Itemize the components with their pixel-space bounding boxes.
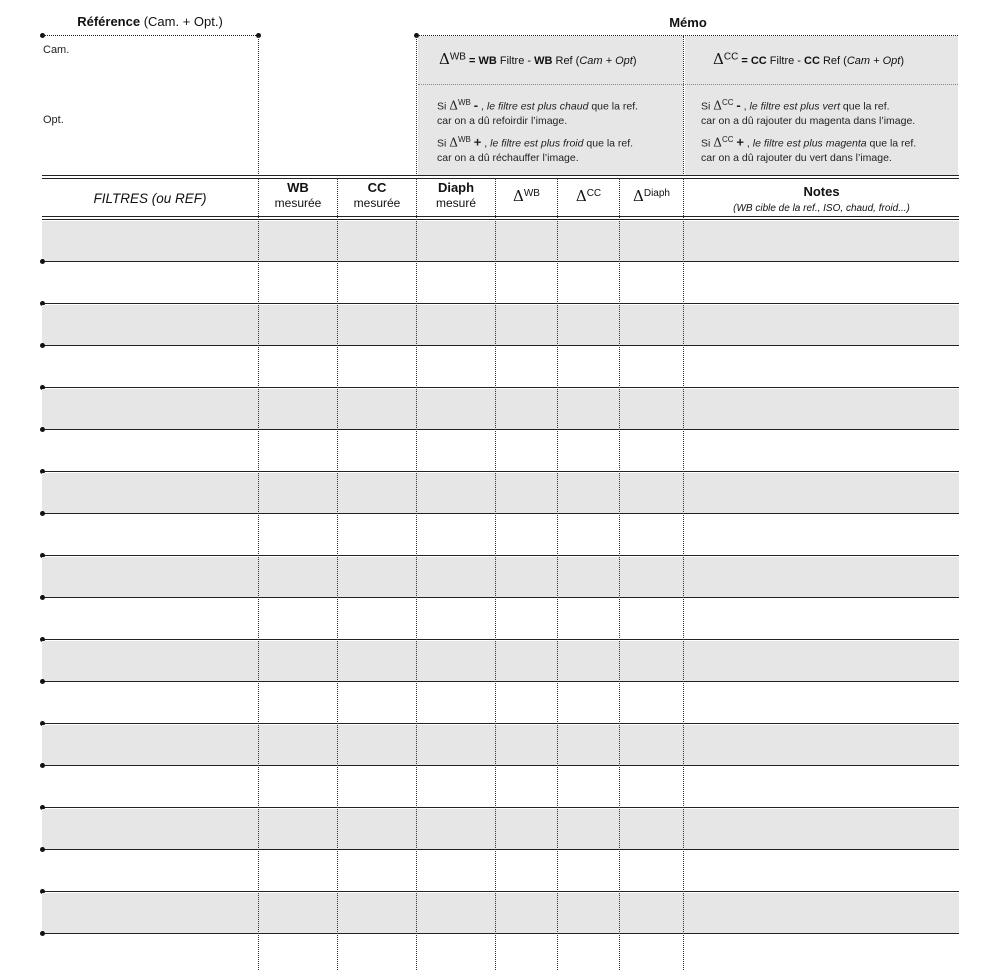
memo-cc-minus-italic: le filtre est plus vert xyxy=(749,100,840,113)
wb-formula-a: WB xyxy=(478,55,497,67)
table-row xyxy=(42,599,959,640)
memo-cc-minus-si: Si xyxy=(701,100,714,113)
memo-cc-plus xyxy=(701,133,916,165)
cc-formula-b: CC xyxy=(804,55,820,67)
memo-wb-plus-si: Si xyxy=(437,137,450,150)
row-rule xyxy=(42,849,959,850)
delta-symbol: Δ xyxy=(713,98,722,113)
delta-symbol: Δ xyxy=(449,135,458,150)
table-row xyxy=(42,767,959,808)
table-row xyxy=(42,557,959,598)
header-cc-sub: mesurée xyxy=(353,196,401,210)
delta-cc-formula-symbol: Δ xyxy=(713,50,724,68)
header-delta-diaph-sup: Diaph xyxy=(643,188,670,199)
memo-wb-minus-si: Si xyxy=(437,100,450,113)
header-diaph xyxy=(417,180,495,216)
header-bottom-rule-2 xyxy=(42,219,959,220)
row-rule xyxy=(42,471,959,472)
header-top-rule-2 xyxy=(42,178,959,179)
memo-cc-plus-italic: le filtre est plus magenta xyxy=(752,137,867,150)
table-row xyxy=(42,893,959,934)
cam-label: Cam. xyxy=(43,44,70,56)
memo-wb-plus-sign: + xyxy=(473,134,482,150)
table-row xyxy=(42,725,959,766)
row-rule xyxy=(42,933,959,934)
memo-wb-plus-line2: car on a dû réchauffer l’image. xyxy=(437,151,579,164)
memo-middle-divider xyxy=(683,36,684,176)
wb-formula-a-rest: Filtre - xyxy=(496,55,535,67)
wb-formula-eq: = xyxy=(465,55,479,67)
table-row xyxy=(42,809,959,850)
row-rule xyxy=(42,303,959,304)
row-rule xyxy=(42,261,959,262)
table-row xyxy=(42,263,959,304)
delta-cc-formula-sup: CC xyxy=(723,51,739,63)
column-divider-delta-wb xyxy=(495,178,496,970)
cc-formula-paren: Cam + Opt xyxy=(846,55,901,67)
table-row xyxy=(42,641,959,682)
reference-title-bold: Référence xyxy=(77,14,141,29)
header-wb xyxy=(259,180,337,216)
cc-formula-close: ) xyxy=(900,55,904,67)
row-rule xyxy=(42,345,959,346)
header-top-rule-1 xyxy=(42,175,959,176)
delta-symbol: Δ xyxy=(575,187,587,205)
column-divider-wb xyxy=(258,178,259,970)
memo-cc-minus-rest: que la ref. xyxy=(839,100,890,113)
table-row xyxy=(42,473,959,514)
cc-formula-eq: = xyxy=(738,55,751,67)
memo-cc-plus-line2: car on a dû rajouter du vert dans l’image. xyxy=(701,151,892,164)
cc-formula-a: CC xyxy=(750,55,767,67)
column-divider-delta-diaph xyxy=(619,178,620,970)
table-row xyxy=(42,683,959,724)
reference-title xyxy=(42,14,258,29)
memo-wb-plus-sup: WB xyxy=(457,135,471,144)
header-wb-sub: mesurée xyxy=(274,196,322,210)
memo-wb-minus-comma: , xyxy=(478,100,487,113)
reference-top-line xyxy=(42,35,258,36)
table-row xyxy=(42,851,959,892)
delta-symbol: Δ xyxy=(449,98,458,113)
cc-formula-b-rest: Ref ( xyxy=(819,55,847,67)
delta-symbol: Δ xyxy=(513,187,524,205)
row-rule xyxy=(42,639,959,640)
header-notes xyxy=(685,184,958,220)
memo-cc-plus-si: Si xyxy=(701,137,714,150)
table-row xyxy=(42,431,959,472)
wb-formula-b-rest: Ref ( xyxy=(552,55,580,67)
memo-left-divider xyxy=(416,36,417,176)
row-rule xyxy=(42,597,959,598)
row-rule xyxy=(42,681,959,682)
row-rule xyxy=(42,387,959,388)
header-diaph-label: Diaph xyxy=(437,180,475,195)
delta-wb-formula-sup: WB xyxy=(449,51,466,63)
memo-wb-plus-comma: , xyxy=(481,137,491,150)
memo-wb-minus-sup: WB xyxy=(457,98,471,107)
table-row xyxy=(42,389,959,430)
memo-wb-plus-italic: le filtre est plus froid xyxy=(490,137,584,150)
wb-formula-close: ) xyxy=(632,55,637,67)
column-divider-diaph xyxy=(416,178,417,970)
memo-cc-plus-comma: , xyxy=(744,137,753,150)
column-divider-delta-cc xyxy=(557,178,558,970)
wb-formula-b: WB xyxy=(534,55,553,67)
memo-wb-minus-line2: car on a dû refoirdir l’image. xyxy=(437,114,568,127)
table-row xyxy=(42,515,959,556)
memo-wb-plus xyxy=(437,133,633,165)
cc-formula-a-rest: Filtre - xyxy=(766,55,805,67)
row-rule xyxy=(42,807,959,808)
reference-right-divider xyxy=(258,36,259,176)
memo-wb-minus xyxy=(437,96,638,128)
row-rule xyxy=(42,765,959,766)
header-diaph-sub: mesuré xyxy=(435,196,476,210)
memo-cc-plus-sign: + xyxy=(736,134,745,150)
header-delta-wb-sup: WB xyxy=(523,188,540,199)
delta-symbol: Δ xyxy=(713,135,722,150)
row-rule xyxy=(42,513,959,514)
header-filtres: FILTRES (ou REF) xyxy=(93,191,207,206)
memo-cc-minus xyxy=(701,96,915,128)
header-cc-label: CC xyxy=(367,180,387,195)
row-rule xyxy=(42,429,959,430)
header-wb-label: WB xyxy=(287,180,309,195)
memo-cc-minus-comma: , xyxy=(740,100,750,113)
cc-formula xyxy=(713,50,904,68)
memo-cc-minus-line2: car on a dû rajouter du magenta dans l’image. xyxy=(701,114,916,127)
memo-cc-plus-sup: CC xyxy=(721,135,734,144)
header-notes-label: Notes xyxy=(803,184,840,199)
memo-formula-separator xyxy=(418,84,958,85)
column-divider-notes xyxy=(683,178,684,970)
memo-cc-minus-sign: - xyxy=(736,97,741,113)
delta-wb-formula-symbol: Δ xyxy=(439,50,450,68)
table-row xyxy=(42,221,959,262)
wb-formula xyxy=(439,50,637,68)
memo-wb-minus-rest: que la ref. xyxy=(588,100,639,113)
row-rule xyxy=(42,891,959,892)
row-rule xyxy=(42,723,959,724)
memo-title: Mémo xyxy=(669,15,707,30)
opt-label: Opt. xyxy=(43,114,64,126)
header-delta-cc-sup: CC xyxy=(586,188,602,199)
memo-cc-minus-sup: CC xyxy=(721,98,734,107)
memo-cc-plus-rest: que la ref. xyxy=(866,137,917,150)
header-cc xyxy=(338,180,416,216)
row-rule xyxy=(42,555,959,556)
header-bottom-rule-1 xyxy=(42,216,959,217)
memo-top-line xyxy=(418,35,958,36)
table-row xyxy=(42,347,959,388)
table-row xyxy=(42,305,959,346)
memo-wb-minus-sign: - xyxy=(473,97,479,113)
wb-formula-paren: Cam + Opt xyxy=(579,55,633,67)
reference-title-rest: (Cam. + Opt.) xyxy=(140,14,223,29)
column-divider-cc xyxy=(337,178,338,970)
delta-symbol: Δ xyxy=(633,187,644,205)
header-notes-sub: (WB cible de la ref., ISO, chaud, froid...) xyxy=(733,203,910,214)
memo-wb-plus-rest: que la ref. xyxy=(583,137,634,150)
memo-wb-minus-italic: le filtre est plus chaud xyxy=(486,100,589,113)
